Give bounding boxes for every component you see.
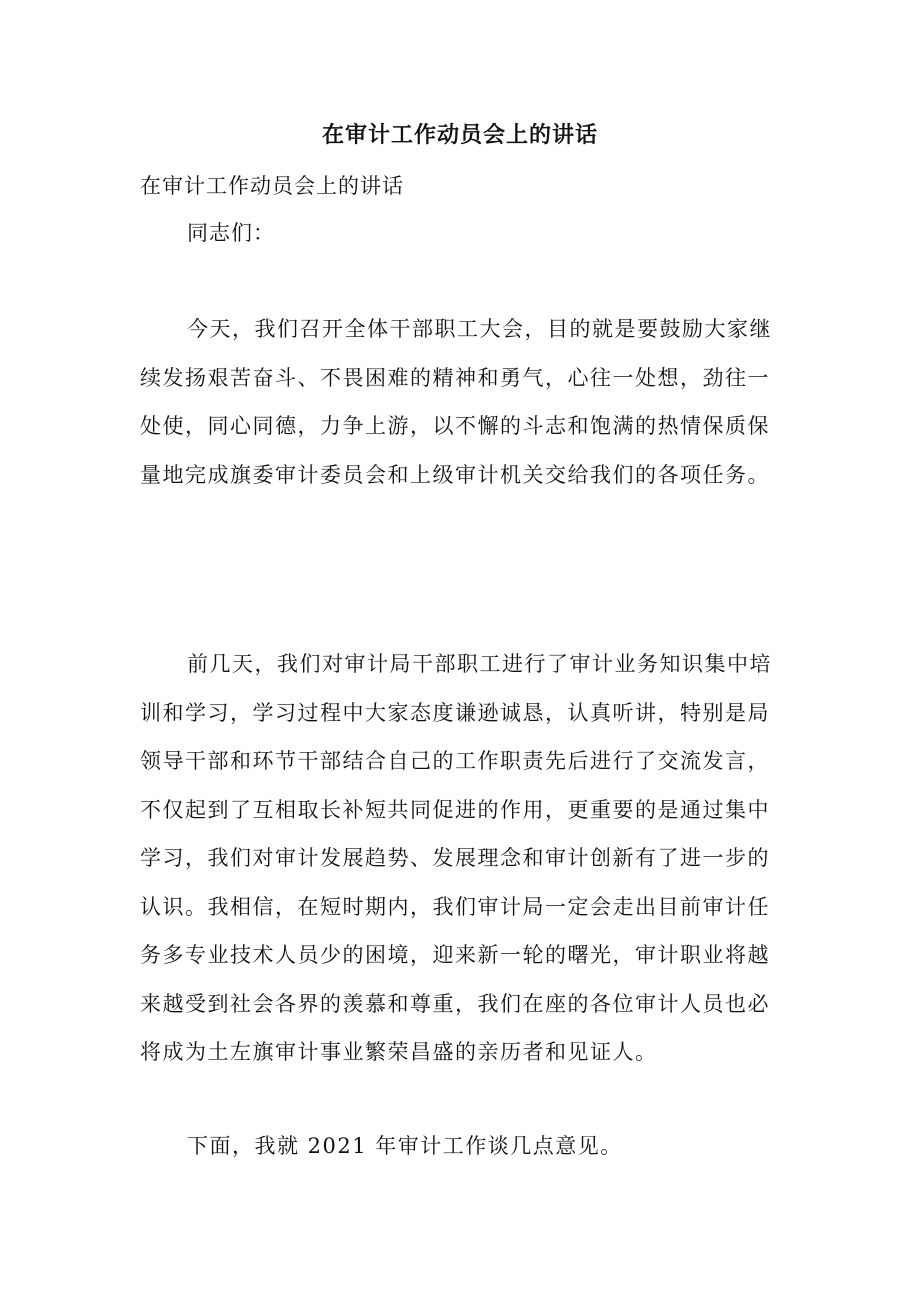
paragraph-2 [140,640,800,1077]
paragraph-line: 训和学习，学习过程中大家态度谦逊诚恳，认真听讲，特别是局 [140,700,770,725]
salutation: 同志们： [187,221,275,245]
paragraph-line: 前几天，我们对审计局干部职工进行了审计业务知识集中培 [187,652,772,676]
paragraph-line: 来越受到社会各界的羡慕和尊重，我们在座的各位审计人员也必 [140,991,770,1016]
paragraph-line: 处使，同心同德，力争上游，以不懈的斗志和饱满的热情保质保 [140,414,770,438]
paragraph-line: 不仅起到了互相取长补短共同促进的作用，更重要的是通过集中 [140,797,770,822]
document-subtitle: 在审计工作动员会上的讲话 [140,174,404,198]
paragraph-line: 务多专业技术人员少的困境，迎来新一轮的曙光，审计职业将越 [140,943,770,967]
paragraph-line: 续发扬艰苦奋斗、不畏困难的精神和勇气，心往一处想，劲往一 [140,365,770,390]
paragraph-line: 学习，我们对审计发展趋势、发展理念和审计创新有了进一步的 [140,846,770,870]
paragraph-line: 量地完成旗委审计委员会和上级审计机关交给我们的各项任务。 [140,462,770,487]
paragraph-line: 认识。我相信，在短时期内，我们审计局一定会走出目前审计任 [140,894,770,919]
closing-line: 下面，我就 2021 年审计工作谈几点意见。 [187,1134,623,1158]
paragraph-line: 今天，我们召开全体干部职工大会，目的就是要鼓励大家继 [187,317,772,341]
paragraph-line: 领导干部和环节干部结合自己的工作职责先后进行了交流发言， [140,749,770,773]
document-title: 在审计工作动员会上的讲话 [321,122,598,148]
paragraph-1 [140,305,800,499]
paragraph-line: 将成为土左旗审计事业繁荣昌盛的亲历者和见证人。 [140,1040,658,1064]
